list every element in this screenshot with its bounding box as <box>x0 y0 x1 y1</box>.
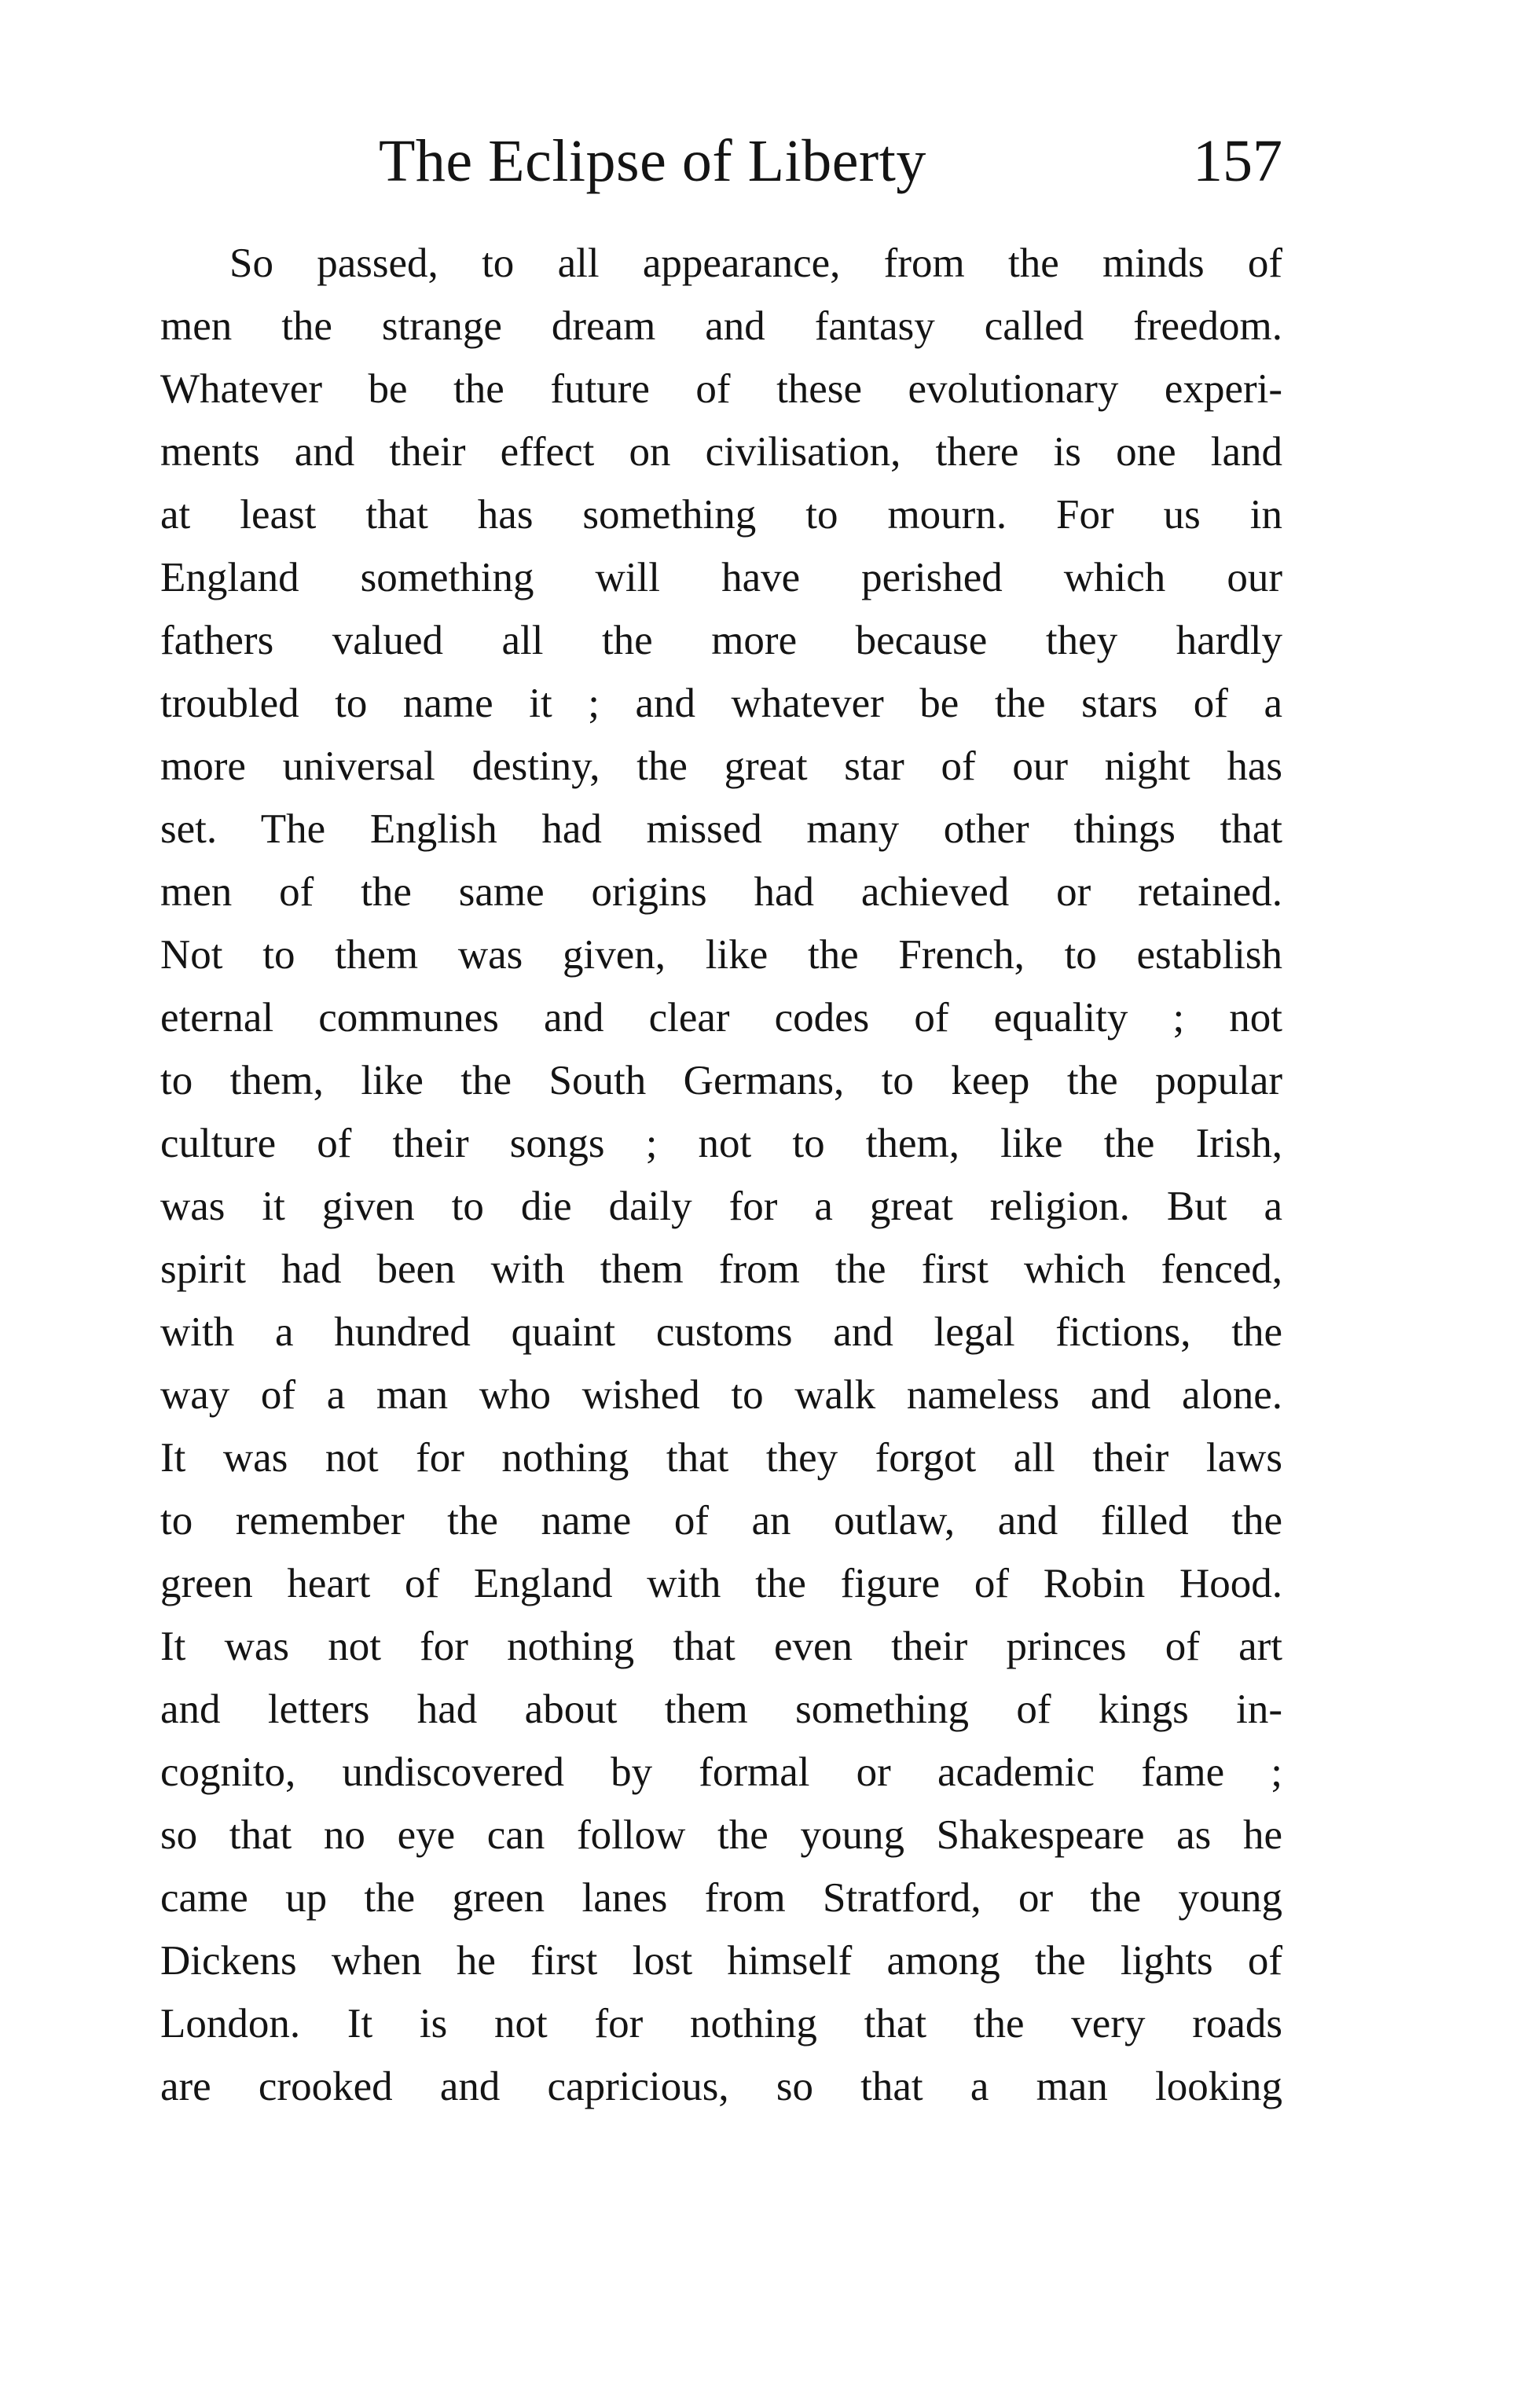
text-line: fathers valued all the more because they hardly <box>160 618 1282 663</box>
text-line: was it given to die daily for a great religion. But a <box>160 1184 1282 1229</box>
text-line: with a hundred quaint customs and legal fictions, the <box>160 1309 1282 1355</box>
text-line: England something will have perished which our <box>160 555 1282 600</box>
text-line: Whatever be the future of these evolutionary experi- <box>160 366 1282 412</box>
text-line: spirit had been with them from the first which fenced, <box>160 1246 1282 1292</box>
body-text <box>160 232 1282 2118</box>
text-line: Dickens when he first lost himself among the lights of <box>160 1938 1282 1984</box>
text-line: It was not for nothing that they forgot all their laws <box>160 1435 1282 1481</box>
text-line: men the strange dream and fantasy called freedom. <box>160 303 1282 349</box>
text-line: way of a man who wished to walk nameless and alone. <box>160 1372 1282 1418</box>
text-line: So passed, to all appearance, from the minds of <box>229 240 1282 286</box>
text-line: more universal destiny, the great star of our night has <box>160 743 1282 789</box>
text-line: to remember the name of an outlaw, and filled the <box>160 1498 1282 1544</box>
text-line: set. The English had missed many other things that <box>160 806 1282 852</box>
text-line: green heart of England with the figure of Robin Hood. <box>160 1561 1282 1606</box>
text-line: so that no eye can follow the young Shakespeare as he <box>160 1812 1282 1858</box>
text-line: It was not for nothing that even their princes of art <box>160 1624 1282 1669</box>
page-number: 157 <box>1193 128 1282 194</box>
text-line: ments and their effect on civilisation, there is one land <box>160 429 1282 475</box>
text-line: to them, like the South Germans, to keep the popular <box>160 1058 1282 1103</box>
text-line: are crooked and capricious, so that a man looking <box>160 2064 1282 2109</box>
running-head <box>160 118 1282 204</box>
text-line: men of the same origins had achieved or retained. <box>160 869 1282 915</box>
text-line: came up the green lanes from Stratford, or the young <box>160 1875 1282 1921</box>
text-line: troubled to name it ; and whatever be the stars of a <box>160 681 1282 726</box>
text-line: Not to them was given, like the French, to establish <box>160 932 1282 978</box>
text-line: and letters had about them something of kings in- <box>160 1687 1282 1732</box>
text-line: eternal communes and clear codes of equality ; not <box>160 995 1282 1041</box>
text-line: London. It is not for nothing that the very roads <box>160 2001 1282 2046</box>
text-line: culture of their songs ; not to them, like the Irish, <box>160 1121 1282 1166</box>
text-line: cognito, undiscovered by formal or academic fame ; <box>160 1749 1282 1795</box>
running-title: The Eclipse of Liberty <box>379 128 926 194</box>
text-line: at least that has something to mourn. For us in <box>160 492 1282 538</box>
